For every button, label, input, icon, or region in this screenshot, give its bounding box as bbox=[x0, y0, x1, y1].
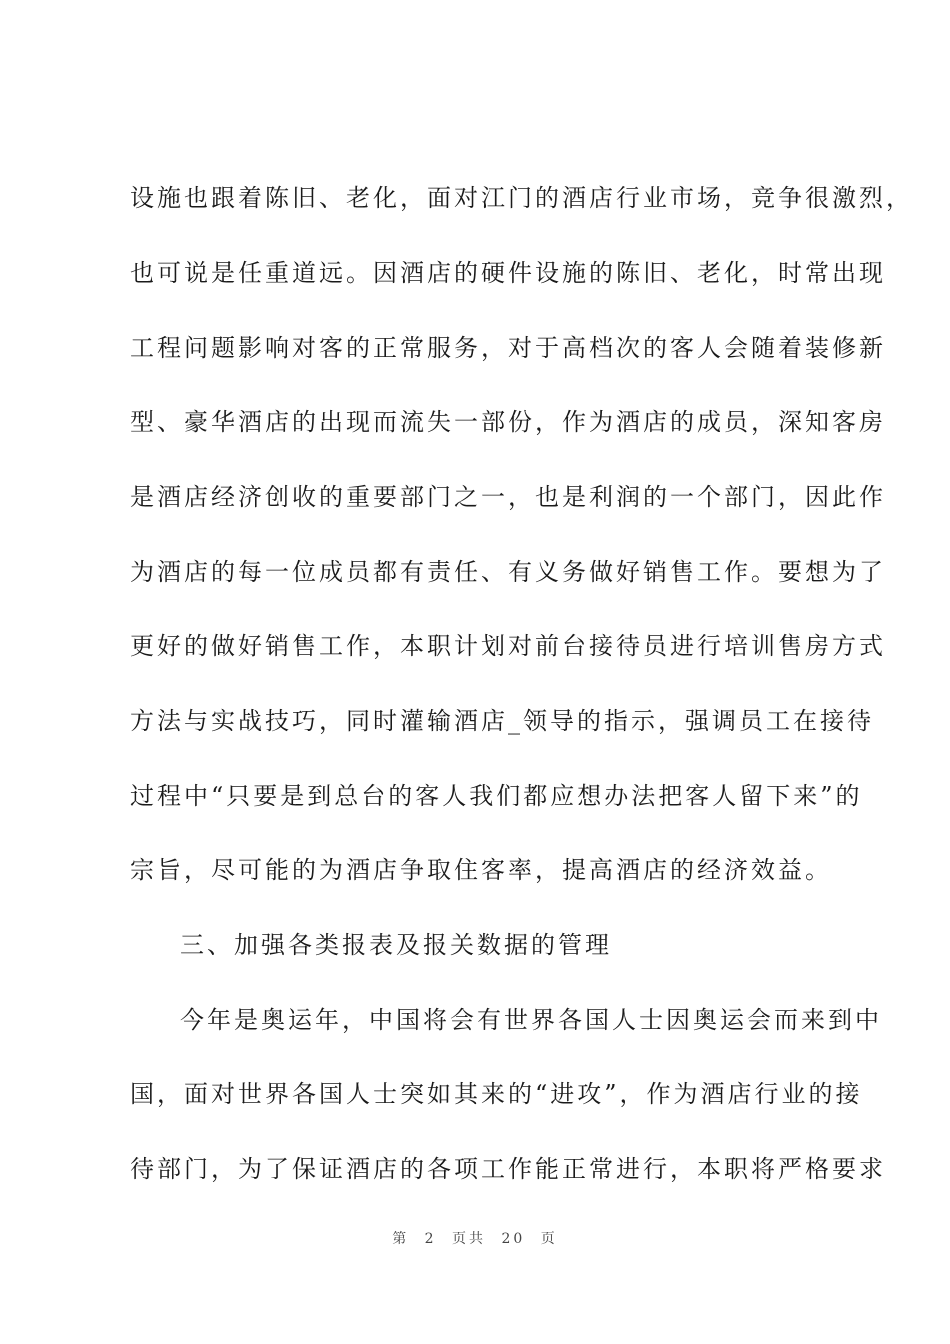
body-line: 今年是奥运年，中国将会有世界各国人士因奥运会而来到中 bbox=[180, 1006, 882, 1034]
body-line: 设施也跟着陈旧、老化，面对江门的酒店行业市场，竞争很激烈， bbox=[130, 184, 913, 212]
body-line: 也可说是任重道远。因酒店的硬件设施的陈旧、老化，时常出现 bbox=[130, 259, 886, 287]
body-line: 为酒店的每一位成员都有责任、有义务做好销售工作。要想为了 bbox=[130, 558, 886, 586]
body-line: 是酒店经济创收的重要部门之一，也是利润的一个部门，因此作 bbox=[130, 483, 886, 511]
section-heading: 三、加强各类报表及报关数据的管理 bbox=[180, 931, 612, 959]
page-number-footer: 第 2 页共 20 页 bbox=[392, 1231, 558, 1247]
body-line: 过程中“只要是到总台的客人我们都应想办法把客人留下来”的 bbox=[130, 782, 863, 810]
body-line: 待部门，为了保证酒店的各项工作能正常进行，本职将严格要求 bbox=[130, 1155, 886, 1183]
body-line: 国，面对世界各国人士突如其来的“进攻”，作为酒店行业的接 bbox=[130, 1080, 863, 1108]
body-line: 更好的做好销售工作，本职计划对前台接待员进行培训售房方式 bbox=[130, 632, 886, 660]
body-line: 型、豪华酒店的出现而流失一部份，作为酒店的成员，深知客房 bbox=[130, 408, 886, 436]
body-line: 方法与实战技巧，同时灌输酒店_领导的指示，强调员工在接待 bbox=[130, 707, 874, 735]
body-line: 工程问题影响对客的正常服务，对于高档次的客人会随着装修新 bbox=[130, 334, 886, 362]
body-line: 宗旨，尽可能的为酒店争取住客率，提高酒店的经济效益。 bbox=[130, 856, 832, 884]
